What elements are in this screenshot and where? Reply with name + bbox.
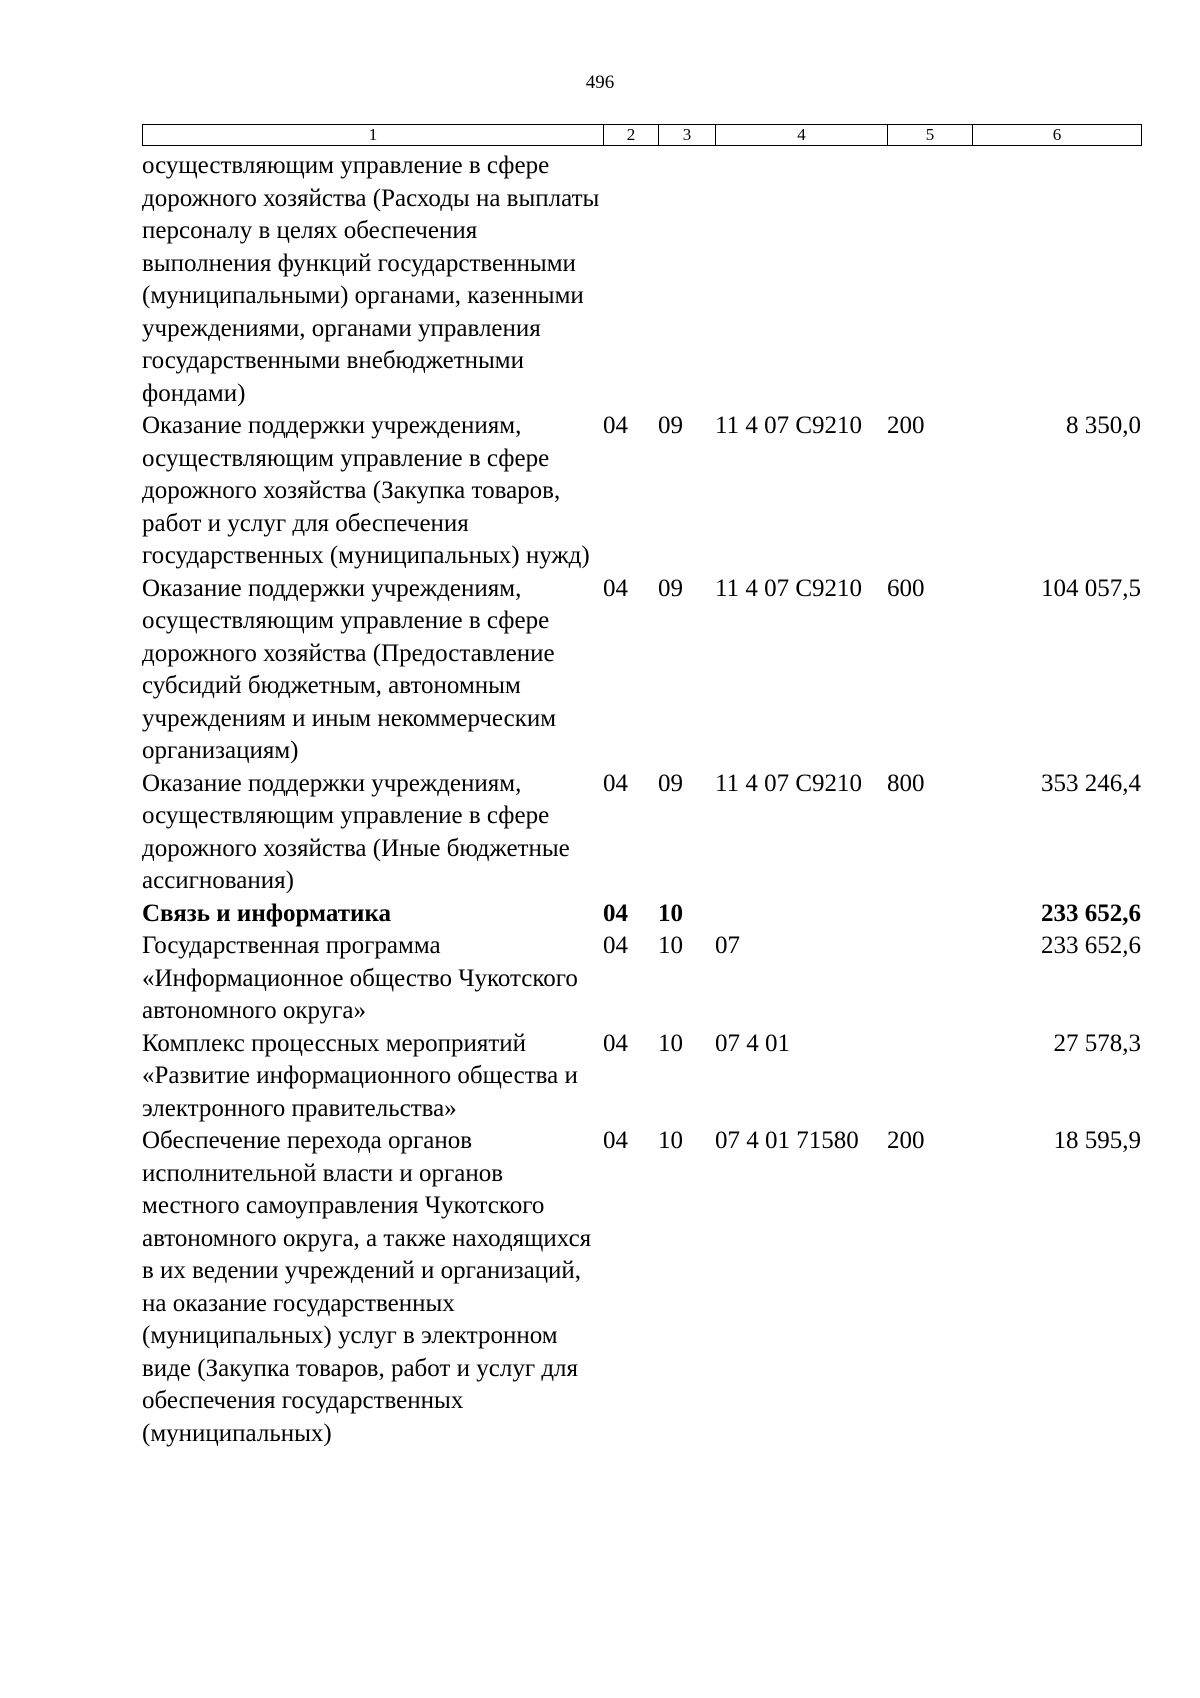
- row-section-code: 04: [603, 769, 628, 797]
- row-subsection-code: 09: [658, 769, 683, 797]
- table-row: [142, 768, 1141, 898]
- table-row: [142, 410, 1141, 573]
- row-name: Комплекс процессных мероприятий «Развитие информационного общества и электронного правительства»: [142, 1029, 578, 1122]
- row-section-code: 04: [603, 574, 628, 602]
- row-subsection-code: 10: [658, 1029, 683, 1057]
- row-target-article: [715, 898, 887, 931]
- row-target-article: 11 4 07 С9210: [715, 769, 862, 797]
- header-col-5: 5: [888, 125, 973, 146]
- page-number: 496: [585, 72, 615, 93]
- row-expense-type: 200: [887, 1127, 925, 1154]
- row-section-code: 04: [603, 1029, 628, 1057]
- table-row: [142, 150, 1141, 410]
- table-row: [142, 898, 1141, 931]
- row-expense-type: [887, 1028, 972, 1126]
- row-amount: 233 652,6: [1041, 932, 1141, 959]
- row-expense-type: [887, 898, 972, 931]
- table-row: [142, 1028, 1141, 1126]
- row-target-article: 07 4 01 71580: [715, 1127, 859, 1154]
- row-target-article: 11 4 07 С9210: [715, 574, 862, 602]
- row-name: Оказание поддержки учреждениям, осуществляющим управление в сфере дорожного хозяйства (Иные бюджетные ассигнования): [142, 769, 570, 894]
- row-name: Оказание поддержки учреждениям, осуществляющим управление в сфере дорожного хозяйства (Предоставление субсидий бюджетным, автономным учреждениям и иным некоммерческим организациям): [142, 574, 557, 764]
- row-section-code: 04: [603, 412, 628, 439]
- row-amount: 233 652,6: [1041, 899, 1141, 927]
- budget-table: [142, 150, 1141, 1450]
- row-subsection-code: 10: [658, 932, 683, 959]
- table-row: [142, 573, 1141, 768]
- row-name: Государственная программа «Информационное общество Чукотского автономного округа»: [142, 932, 578, 1024]
- row-expense-type: 200: [887, 412, 925, 439]
- row-amount: [972, 150, 1141, 410]
- row-amount: 27 578,3: [1053, 1029, 1141, 1057]
- header-col-2: 2: [604, 125, 659, 146]
- row-name: осуществляющим управление в сфере дорожного хозяйства (Расходы на выплаты персоналу в целях обеспечения выполнения функций государственными (муниципальными) органами, казенными учреждениями, органами управления государственными внебюджетными фондами): [142, 152, 600, 407]
- row-name: Связь и информатика: [142, 899, 391, 927]
- row-section-code: 04: [603, 1127, 628, 1154]
- row-section-code: 04: [603, 899, 628, 927]
- row-amount: 104 057,5: [1041, 574, 1141, 602]
- row-subsection-code: 09: [658, 412, 683, 439]
- table-row: [142, 1125, 1141, 1450]
- header-col-4: 4: [716, 125, 888, 146]
- row-subsection-code: [658, 150, 715, 410]
- row-subsection-code: 10: [658, 1127, 683, 1154]
- row-expense-type: 800: [887, 769, 925, 797]
- row-amount: 8 350,0: [1066, 412, 1141, 439]
- header-col-1: 1: [143, 125, 604, 146]
- row-amount: 18 595,9: [1053, 1127, 1141, 1154]
- row-target-article: [715, 150, 887, 410]
- row-amount: 353 246,4: [1041, 769, 1141, 797]
- row-expense-type: [887, 930, 972, 1028]
- table-header: [142, 124, 1142, 146]
- row-section-code: [603, 150, 658, 410]
- row-name: Оказание поддержки учреждениям, осуществляющим управление в сфере дорожного хозяйства (Закупка товаров, работ и услуг для обеспечения государственных (муниципальных) нужд): [142, 412, 590, 569]
- row-subsection-code: 10: [658, 899, 683, 927]
- row-expense-type: 600: [887, 574, 925, 602]
- row-target-article: 11 4 07 С9210: [715, 412, 862, 439]
- row-section-code: 04: [603, 932, 628, 959]
- table-row: [142, 930, 1141, 1028]
- row-target-article: 07: [715, 932, 740, 959]
- header-col-3: 3: [659, 125, 716, 146]
- row-expense-type: [887, 150, 972, 410]
- row-target-article: 07 4 01: [715, 1029, 790, 1057]
- row-subsection-code: 09: [658, 574, 683, 602]
- header-col-6: 6: [973, 125, 1142, 146]
- row-name: Обеспечение перехода органов исполнительной власти и органов местного самоуправления Чукотского автономного округа, а также находящихся в их ведении учреждений и организаций, на оказание государственных (муниципальных) услуг в электронном виде (Закупка товаров, работ и услуг для обеспечения государственных (муниципальных): [142, 1127, 592, 1447]
